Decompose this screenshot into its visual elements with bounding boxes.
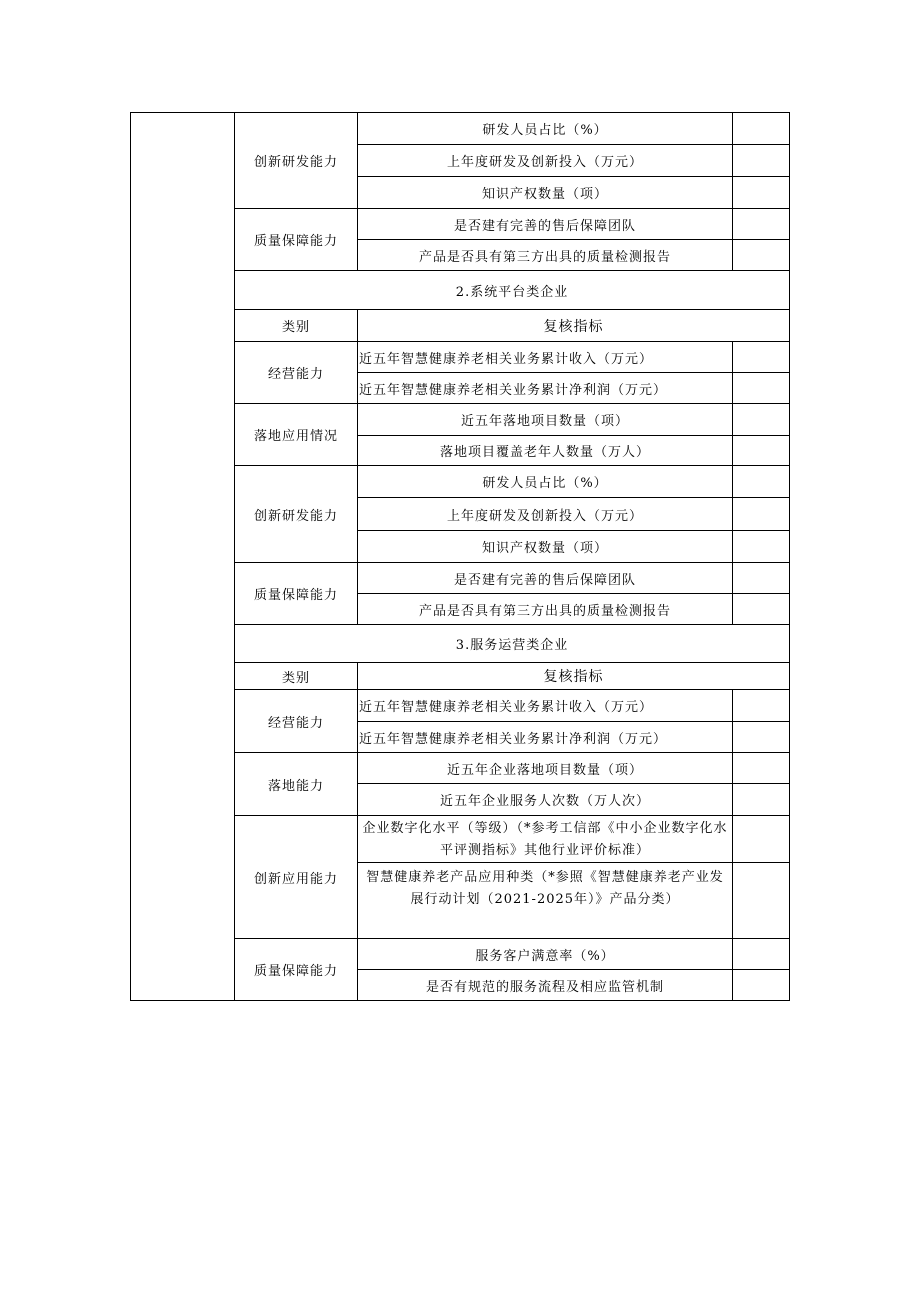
indicator-cell: 是否建有完善的售后保障团队 <box>453 218 636 234</box>
category-cell: 质量保障能力 <box>253 588 338 603</box>
indicator-cell: 产品是否具有第三方出具的质量检测报告 <box>418 249 671 265</box>
header-category: 类别 <box>281 670 310 686</box>
table-border-left <box>130 112 131 1001</box>
indicator-cell: 近五年智慧健康养老相关业务累计净利润（万元） <box>359 731 668 747</box>
table-rule <box>732 341 733 625</box>
indicator-cell: 上年度研发及创新投入（万元） <box>446 508 643 524</box>
table-rule <box>357 862 790 863</box>
table-border-bottom <box>130 1000 790 1001</box>
category-cell: 落地能力 <box>267 778 324 794</box>
indicator-cell: 是否建有完善的售后保障团队 <box>453 572 636 588</box>
indicator-cell: 研发人员占比（%） <box>482 476 608 491</box>
indicator-cell: 近五年企业落地项目数量（项） <box>446 762 643 778</box>
table-border-right <box>789 112 790 1001</box>
category-cell: 经营能力 <box>267 715 324 731</box>
header-indicator: 复核指标 <box>543 318 604 335</box>
category-cell: 创新应用能力 <box>253 871 338 887</box>
indicator-cell: 近五年企业服务人次数（万人次） <box>439 794 650 809</box>
indicator-cell: 知识产权数量（项） <box>481 541 608 556</box>
indicator-cell: 近五年智慧健康养老相关业务累计净利润（万元） <box>359 382 668 398</box>
indicator-cell: 是否有规范的服务流程及相应监管机制 <box>425 979 664 995</box>
table-rule <box>732 112 733 271</box>
indicator-cell: 近五年智慧健康养老相关业务累计收入（万元） <box>359 700 654 715</box>
section-title: 2.系统平台类企业 <box>455 284 569 300</box>
category-cell: 经营能力 <box>267 367 324 382</box>
header-category: 类别 <box>281 320 310 335</box>
indicator-cell: 知识产权数量（项） <box>481 187 608 202</box>
category-cell: 质量保障能力 <box>253 234 338 249</box>
section-title: 3.服务运营类企业 <box>455 638 569 653</box>
indicator-cell: 上年度研发及创新投入（万元） <box>446 155 643 170</box>
indicator-cell: 研发人员占比（%） <box>482 123 608 138</box>
category-cell: 质量保障能力 <box>253 964 338 979</box>
indicator-cell: 产品是否具有第三方出具的质量检测报告 <box>418 603 671 619</box>
indicator-cell: 近五年落地项目数量（项） <box>460 414 629 429</box>
indicator-cell: 落地项目覆盖老年人数量（万人） <box>439 445 650 460</box>
table-rule <box>732 689 733 1001</box>
category-cell: 创新研发能力 <box>253 508 338 524</box>
indicator-cell: 智慧健康养老产品应用种类（*参照《智慧健康养老产业发展行动计划（2021-2025年）》产品分类） <box>366 870 724 907</box>
indicator-cell: 服务客户满意率（%） <box>475 948 615 964</box>
category-cell: 落地应用情况 <box>253 429 338 444</box>
category-cell: 创新研发能力 <box>253 155 338 170</box>
indicator-cell: 企业数字化水平（等级）（*参考工信部《中小企业数字化水平评测指标》其他行业评价标准） <box>362 820 728 858</box>
header-indicator: 复核指标 <box>543 669 604 685</box>
indicator-cell: 近五年智慧健康养老相关业务累计收入（万元） <box>359 351 654 367</box>
